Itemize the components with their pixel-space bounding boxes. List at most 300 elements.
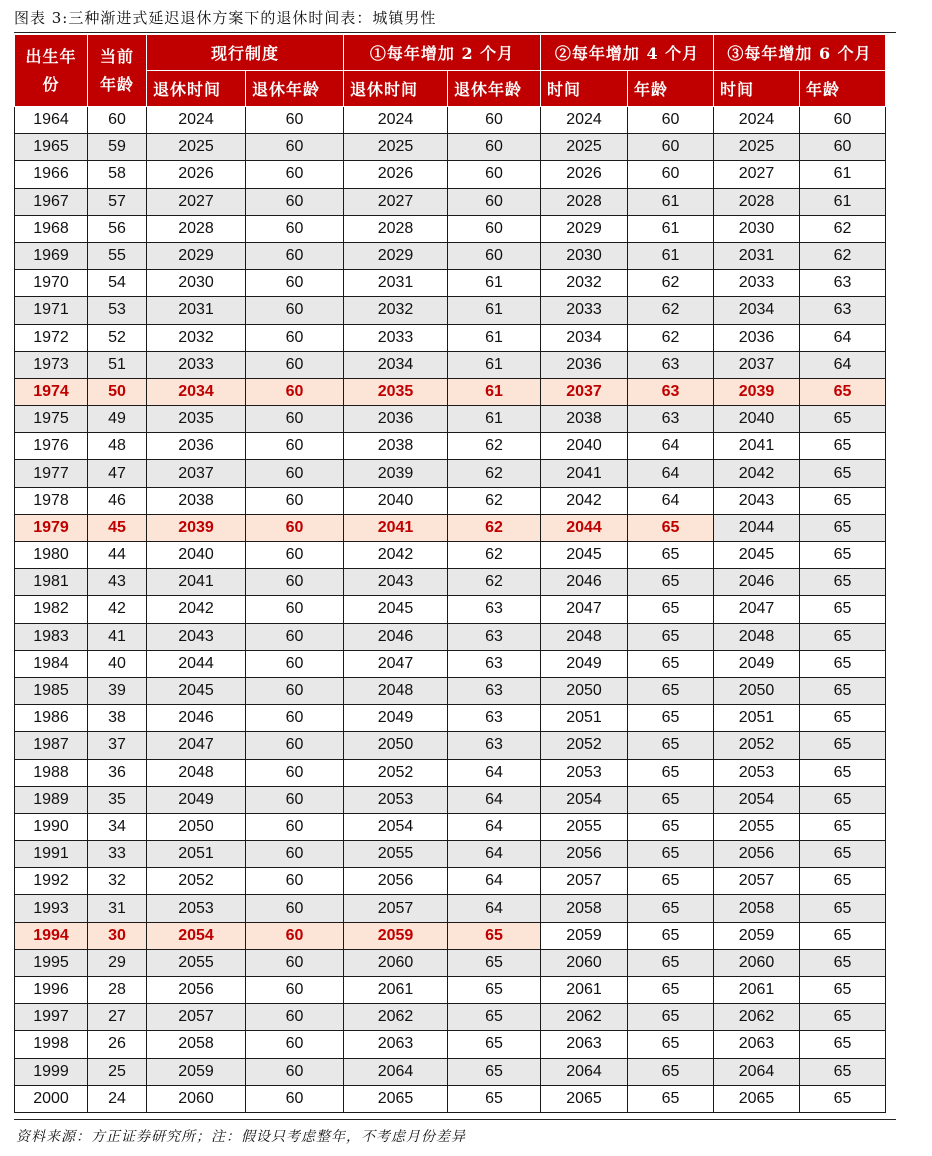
table-cell: 2034 xyxy=(344,351,448,378)
table-cell: 65 xyxy=(448,922,541,949)
table-cell: 2050 xyxy=(344,732,448,759)
table-cell: 2044 xyxy=(147,650,246,677)
table-row xyxy=(15,1058,886,1085)
table-cell: 2028 xyxy=(714,188,800,215)
table-row xyxy=(15,759,886,786)
retirement-table xyxy=(14,34,886,1113)
table-cell: 65 xyxy=(628,596,714,623)
table-cell: 60 xyxy=(246,922,344,949)
table-cell: 64 xyxy=(628,460,714,487)
table-cell: 62 xyxy=(448,514,541,541)
table-cell: 65 xyxy=(628,1085,714,1112)
table-cell: 1997 xyxy=(15,1004,88,1031)
table-cell: 2061 xyxy=(541,977,628,1004)
table-cell: 2042 xyxy=(714,460,800,487)
table-cell: 46 xyxy=(88,487,147,514)
table-cell: 65 xyxy=(800,786,886,813)
table-cell: 60 xyxy=(246,242,344,269)
table-cell: 65 xyxy=(448,1058,541,1085)
table-cell: 2026 xyxy=(344,161,448,188)
table-cell: 65 xyxy=(628,813,714,840)
table-cell: 1974 xyxy=(15,378,88,405)
table-cell: 65 xyxy=(800,1085,886,1112)
table-cell: 65 xyxy=(800,433,886,460)
table-row xyxy=(15,215,886,242)
table-cell: 42 xyxy=(88,596,147,623)
table-cell: 2057 xyxy=(344,895,448,922)
table-cell: 60 xyxy=(246,542,344,569)
table-cell: 50 xyxy=(88,378,147,405)
table-cell: 2025 xyxy=(541,134,628,161)
subheader-retire-time: 退休时间 xyxy=(147,71,246,107)
table-cell: 56 xyxy=(88,215,147,242)
subheader-age: 年龄 xyxy=(628,71,714,107)
table-cell: 63 xyxy=(800,297,886,324)
table-cell: 1996 xyxy=(15,977,88,1004)
table-row xyxy=(15,161,886,188)
table-cell: 36 xyxy=(88,759,147,786)
table-row xyxy=(15,378,886,405)
table-cell: 34 xyxy=(88,813,147,840)
table-cell: 61 xyxy=(628,242,714,269)
table-row xyxy=(15,1031,886,1058)
table-cell: 65 xyxy=(800,922,886,949)
table-cell: 1968 xyxy=(15,215,88,242)
table-cell: 63 xyxy=(800,270,886,297)
table-cell: 49 xyxy=(88,406,147,433)
table-cell: 60 xyxy=(628,107,714,134)
table-cell: 45 xyxy=(88,514,147,541)
table-cell: 2047 xyxy=(541,596,628,623)
table-cell: 60 xyxy=(246,406,344,433)
table-cell: 62 xyxy=(448,460,541,487)
table-cell: 2041 xyxy=(344,514,448,541)
table-cell: 60 xyxy=(628,134,714,161)
table-cell: 60 xyxy=(800,107,886,134)
table-cell: 2052 xyxy=(344,759,448,786)
table-cell: 62 xyxy=(800,242,886,269)
table-cell: 2032 xyxy=(344,297,448,324)
table-cell: 65 xyxy=(628,514,714,541)
table-cell: 2056 xyxy=(541,841,628,868)
table-cell: 65 xyxy=(628,650,714,677)
subheader-retire-age: 退休年龄 xyxy=(246,71,344,107)
table-cell: 2030 xyxy=(714,215,800,242)
table-row xyxy=(15,487,886,514)
table-cell: 60 xyxy=(246,569,344,596)
table-row xyxy=(15,623,886,650)
table-row xyxy=(15,895,886,922)
table-cell: 65 xyxy=(800,813,886,840)
table-cell: 2063 xyxy=(541,1031,628,1058)
table-cell: 2059 xyxy=(714,922,800,949)
table-row xyxy=(15,351,886,378)
table-cell: 60 xyxy=(448,161,541,188)
table-cell: 65 xyxy=(800,759,886,786)
table-cell: 1984 xyxy=(15,650,88,677)
table-row xyxy=(15,569,886,596)
table-cell: 65 xyxy=(800,460,886,487)
table-cell: 53 xyxy=(88,297,147,324)
table-cell: 60 xyxy=(246,514,344,541)
subheader-age: 年龄 xyxy=(800,71,886,107)
table-cell: 65 xyxy=(448,1085,541,1112)
table-cell: 63 xyxy=(448,596,541,623)
table-cell: 65 xyxy=(800,732,886,759)
table-cell: 2048 xyxy=(147,759,246,786)
table-cell: 2045 xyxy=(344,596,448,623)
table-cell: 65 xyxy=(628,977,714,1004)
table-cell: 2025 xyxy=(344,134,448,161)
table-cell: 2038 xyxy=(541,406,628,433)
table-cell: 51 xyxy=(88,351,147,378)
table-cell: 2050 xyxy=(714,677,800,704)
table-cell: 63 xyxy=(448,623,541,650)
table-cell: 62 xyxy=(448,542,541,569)
table-cell: 1982 xyxy=(15,596,88,623)
table-cell: 2053 xyxy=(714,759,800,786)
table-cell: 2046 xyxy=(541,569,628,596)
table-cell: 63 xyxy=(448,732,541,759)
table-row xyxy=(15,406,886,433)
table-cell: 60 xyxy=(246,487,344,514)
table-cell: 65 xyxy=(800,1004,886,1031)
table-cell: 2043 xyxy=(147,623,246,650)
table-cell: 65 xyxy=(448,1004,541,1031)
table-body xyxy=(15,107,886,1113)
table-cell: 60 xyxy=(246,107,344,134)
table-cell: 64 xyxy=(800,351,886,378)
table-cell: 2056 xyxy=(344,868,448,895)
table-cell: 2027 xyxy=(147,188,246,215)
table-cell: 60 xyxy=(246,868,344,895)
table-cell: 2055 xyxy=(541,813,628,840)
table-cell: 65 xyxy=(628,623,714,650)
table-cell: 2056 xyxy=(714,841,800,868)
table-cell: 2056 xyxy=(147,977,246,1004)
subheader-time: 时间 xyxy=(541,71,628,107)
table-cell: 2000 xyxy=(15,1085,88,1112)
table-cell: 43 xyxy=(88,569,147,596)
table-cell: 65 xyxy=(628,868,714,895)
table-cell: 2048 xyxy=(344,677,448,704)
table-cell: 2024 xyxy=(344,107,448,134)
table-cell: 60 xyxy=(800,134,886,161)
table-cell: 64 xyxy=(448,841,541,868)
table-cell: 2054 xyxy=(344,813,448,840)
table-cell: 2028 xyxy=(541,188,628,215)
table-cell: 65 xyxy=(628,841,714,868)
table-cell: 2046 xyxy=(714,569,800,596)
table-cell: 65 xyxy=(448,1031,541,1058)
table-cell: 2061 xyxy=(714,977,800,1004)
table-cell: 2028 xyxy=(147,215,246,242)
table-cell: 64 xyxy=(448,895,541,922)
table-cell: 65 xyxy=(628,1058,714,1085)
table-cell: 2031 xyxy=(714,242,800,269)
table-cell: 65 xyxy=(800,406,886,433)
table-cell: 61 xyxy=(448,406,541,433)
table-cell: 2058 xyxy=(541,895,628,922)
table-cell: 60 xyxy=(448,188,541,215)
table-cell: 60 xyxy=(246,1058,344,1085)
table-cell: 2036 xyxy=(344,406,448,433)
table-cell: 1973 xyxy=(15,351,88,378)
table-cell: 1992 xyxy=(15,868,88,895)
table-row xyxy=(15,107,886,134)
table-cell: 65 xyxy=(628,1031,714,1058)
table-cell: 1978 xyxy=(15,487,88,514)
table-cell: 61 xyxy=(448,378,541,405)
table-cell: 2036 xyxy=(147,433,246,460)
table-cell: 2050 xyxy=(147,813,246,840)
table-row xyxy=(15,514,886,541)
table-cell: 61 xyxy=(448,351,541,378)
table-row xyxy=(15,324,886,351)
table-cell: 2052 xyxy=(147,868,246,895)
table-cell: 60 xyxy=(246,596,344,623)
table-cell: 2029 xyxy=(541,215,628,242)
table-row xyxy=(15,705,886,732)
table-cell: 2046 xyxy=(147,705,246,732)
table-cell: 30 xyxy=(88,922,147,949)
table-cell: 2037 xyxy=(147,460,246,487)
figure-title: 图表 3:三种渐进式延迟退休方案下的退休时间表：城镇男性 xyxy=(14,9,437,27)
table-cell: 60 xyxy=(246,297,344,324)
table-cell: 2060 xyxy=(147,1085,246,1112)
table-cell: 2051 xyxy=(541,705,628,732)
table-cell: 2025 xyxy=(714,134,800,161)
table-cell: 2054 xyxy=(714,786,800,813)
table-cell: 25 xyxy=(88,1058,147,1085)
table-row xyxy=(15,188,886,215)
table-cell: 2048 xyxy=(714,623,800,650)
table-cell: 2030 xyxy=(147,270,246,297)
table-cell: 60 xyxy=(246,732,344,759)
table-cell: 2040 xyxy=(147,542,246,569)
table-cell: 33 xyxy=(88,841,147,868)
table-cell: 63 xyxy=(448,705,541,732)
table-cell: 60 xyxy=(246,1004,344,1031)
table-cell: 2049 xyxy=(541,650,628,677)
table-cell: 65 xyxy=(800,841,886,868)
table-cell: 64 xyxy=(448,786,541,813)
table-cell: 60 xyxy=(246,460,344,487)
table-cell: 60 xyxy=(246,134,344,161)
table-row xyxy=(15,922,886,949)
table-cell: 65 xyxy=(800,569,886,596)
table-cell: 2039 xyxy=(714,378,800,405)
table-cell: 2064 xyxy=(344,1058,448,1085)
table-cell: 60 xyxy=(246,1085,344,1112)
table-cell: 65 xyxy=(800,650,886,677)
table-row xyxy=(15,949,886,976)
table-row xyxy=(15,460,886,487)
table-cell: 2043 xyxy=(714,487,800,514)
table-cell: 2065 xyxy=(541,1085,628,1112)
table-cell: 60 xyxy=(628,161,714,188)
table-cell: 60 xyxy=(448,107,541,134)
table-cell: 65 xyxy=(800,487,886,514)
table-cell: 2038 xyxy=(147,487,246,514)
table-cell: 2047 xyxy=(344,650,448,677)
table-cell: 2036 xyxy=(714,324,800,351)
bottom-rule xyxy=(14,1119,896,1120)
table-cell: 2033 xyxy=(147,351,246,378)
table-cell: 2055 xyxy=(344,841,448,868)
table-cell: 2042 xyxy=(541,487,628,514)
table-cell: 60 xyxy=(246,705,344,732)
table-cell: 2027 xyxy=(344,188,448,215)
table-cell: 60 xyxy=(246,188,344,215)
table-cell: 2040 xyxy=(344,487,448,514)
table-cell: 2054 xyxy=(541,786,628,813)
table-cell: 63 xyxy=(628,378,714,405)
table-cell: 2064 xyxy=(541,1058,628,1085)
table-cell: 2024 xyxy=(714,107,800,134)
table-cell: 65 xyxy=(628,542,714,569)
table-cell: 1975 xyxy=(15,406,88,433)
subheader-retire-time: 退休时间 xyxy=(344,71,448,107)
table-cell: 2053 xyxy=(344,786,448,813)
table-cell: 60 xyxy=(246,1031,344,1058)
table-cell: 1972 xyxy=(15,324,88,351)
table-cell: 61 xyxy=(628,188,714,215)
table-cell: 2028 xyxy=(344,215,448,242)
table-cell: 62 xyxy=(448,487,541,514)
table-cell: 1971 xyxy=(15,297,88,324)
table-row xyxy=(15,596,886,623)
table-cell: 2047 xyxy=(147,732,246,759)
table-cell: 1998 xyxy=(15,1031,88,1058)
table-cell: 60 xyxy=(246,949,344,976)
table-cell: 65 xyxy=(628,922,714,949)
subheader-retire-age: 退休年龄 xyxy=(448,71,541,107)
table-cell: 61 xyxy=(448,297,541,324)
table-cell: 64 xyxy=(448,759,541,786)
table-cell: 65 xyxy=(628,895,714,922)
table-cell: 1967 xyxy=(15,188,88,215)
table-row xyxy=(15,813,886,840)
table-cell: 65 xyxy=(800,677,886,704)
table-cell: 1969 xyxy=(15,242,88,269)
table-cell: 2031 xyxy=(344,270,448,297)
table-cell: 2032 xyxy=(541,270,628,297)
table-cell: 2024 xyxy=(147,107,246,134)
table-cell: 2046 xyxy=(344,623,448,650)
table-cell: 2041 xyxy=(541,460,628,487)
table-cell: 1990 xyxy=(15,813,88,840)
table-cell: 65 xyxy=(448,949,541,976)
table-row xyxy=(15,270,886,297)
table-cell: 1980 xyxy=(15,542,88,569)
table-cell: 2049 xyxy=(714,650,800,677)
table-cell: 2036 xyxy=(541,351,628,378)
table-cell: 2059 xyxy=(344,922,448,949)
table-cell: 62 xyxy=(628,297,714,324)
table-cell: 2039 xyxy=(344,460,448,487)
table-cell: 1977 xyxy=(15,460,88,487)
table-row xyxy=(15,841,886,868)
table-cell: 2044 xyxy=(541,514,628,541)
table-row xyxy=(15,242,886,269)
table-cell: 2034 xyxy=(541,324,628,351)
table-row xyxy=(15,977,886,1004)
table-cell: 47 xyxy=(88,460,147,487)
table-cell: 2062 xyxy=(344,1004,448,1031)
source-note: 资料来源：方正证券研究所；注：假设只考虑整年，不考虑月份差异 xyxy=(16,1129,466,1145)
table-cell: 61 xyxy=(800,161,886,188)
table-cell: 1976 xyxy=(15,433,88,460)
table-cell: 60 xyxy=(246,677,344,704)
table-cell: 2064 xyxy=(714,1058,800,1085)
table-cell: 64 xyxy=(628,487,714,514)
table-cell: 2060 xyxy=(714,949,800,976)
table-cell: 27 xyxy=(88,1004,147,1031)
table-cell: 2061 xyxy=(344,977,448,1004)
table-cell: 63 xyxy=(628,351,714,378)
table-cell: 63 xyxy=(448,650,541,677)
table-row xyxy=(15,297,886,324)
table-cell: 2042 xyxy=(147,596,246,623)
table-cell: 60 xyxy=(246,623,344,650)
table-cell: 62 xyxy=(448,433,541,460)
table-cell: 2057 xyxy=(541,868,628,895)
table-cell: 2055 xyxy=(147,949,246,976)
table-cell: 1991 xyxy=(15,841,88,868)
table-cell: 2043 xyxy=(344,569,448,596)
table-cell: 2057 xyxy=(714,868,800,895)
table-row xyxy=(15,433,886,460)
header-group-plan-2: ②每年增加 4 个月 xyxy=(541,35,714,71)
table-cell: 2041 xyxy=(147,569,246,596)
table-cell: 28 xyxy=(88,977,147,1004)
table-cell: 60 xyxy=(246,433,344,460)
header-group-plan-3: ③每年增加 6 个月 xyxy=(714,35,886,71)
table-cell: 2057 xyxy=(147,1004,246,1031)
table-cell: 63 xyxy=(448,677,541,704)
table-cell: 2062 xyxy=(541,1004,628,1031)
table-cell: 40 xyxy=(88,650,147,677)
table-cell: 65 xyxy=(800,977,886,1004)
table-cell: 35 xyxy=(88,786,147,813)
table-cell: 65 xyxy=(800,596,886,623)
table-cell: 2044 xyxy=(714,514,800,541)
table-cell: 2052 xyxy=(714,732,800,759)
table-row xyxy=(15,1085,886,1112)
table-cell: 64 xyxy=(628,433,714,460)
table-cell: 60 xyxy=(246,895,344,922)
table-cell: 62 xyxy=(628,324,714,351)
table-cell: 2029 xyxy=(147,242,246,269)
table-cell: 61 xyxy=(448,324,541,351)
table-cell: 65 xyxy=(628,677,714,704)
table-cell: 2065 xyxy=(344,1085,448,1112)
table-cell: 60 xyxy=(448,134,541,161)
table-cell: 65 xyxy=(628,759,714,786)
table-cell: 1987 xyxy=(15,732,88,759)
table-cell: 2045 xyxy=(147,677,246,704)
table-cell: 65 xyxy=(800,542,886,569)
table-cell: 54 xyxy=(88,270,147,297)
table-cell: 2051 xyxy=(147,841,246,868)
table-cell: 60 xyxy=(246,650,344,677)
table-cell: 65 xyxy=(628,569,714,596)
table-row xyxy=(15,677,886,704)
table-cell: 62 xyxy=(628,270,714,297)
table-cell: 65 xyxy=(628,949,714,976)
table-cell: 2029 xyxy=(344,242,448,269)
